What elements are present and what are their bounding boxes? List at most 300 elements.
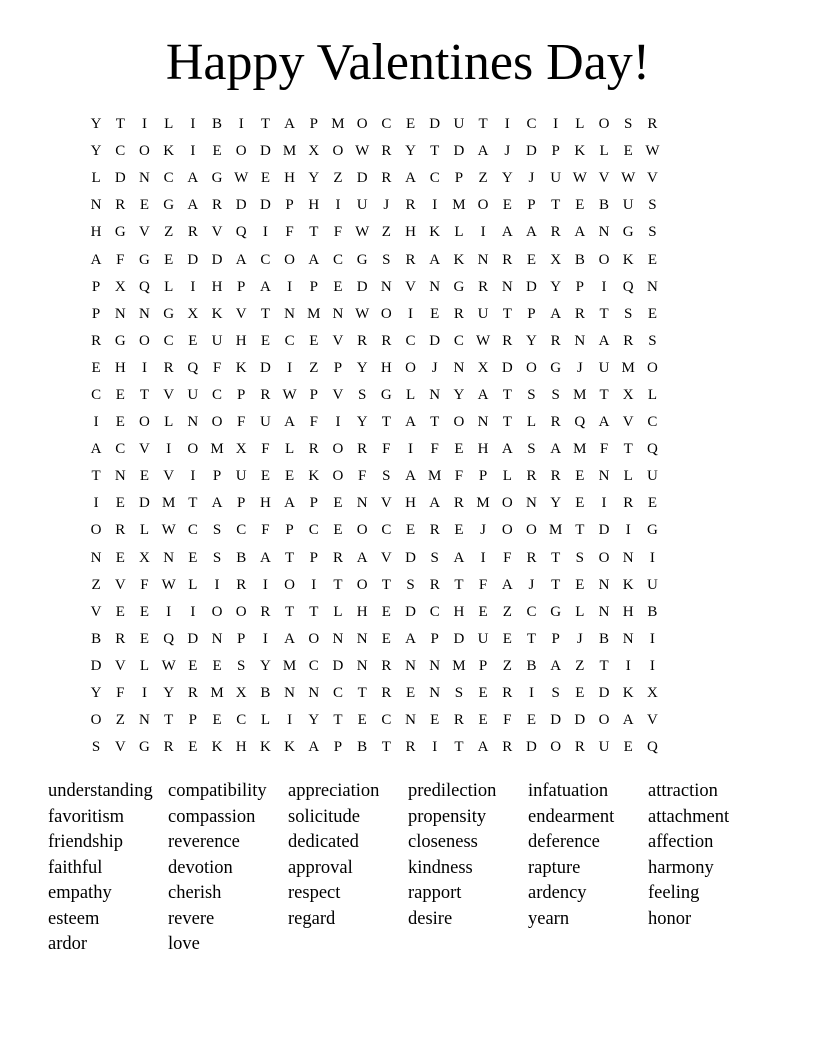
grid-letter: T: [478, 116, 488, 133]
grid-letter: I: [190, 278, 196, 295]
grid-letter: Z: [91, 576, 101, 593]
word-list-item: compassion: [168, 806, 256, 827]
word-list-item: endearment: [528, 806, 615, 827]
grid-letter: E: [212, 657, 222, 674]
grid-letter: F: [503, 549, 512, 566]
grid-letter: C: [405, 332, 416, 349]
grid-letter: N: [598, 224, 610, 241]
grid-letter: D: [114, 170, 126, 187]
grid-letter: V: [163, 386, 175, 403]
grid-letter: O: [139, 332, 150, 349]
grid-letter: P: [237, 495, 246, 512]
grid-letter: L: [599, 143, 609, 160]
grid-letter: E: [647, 251, 657, 268]
grid-letter: U: [646, 576, 658, 593]
grid-letter: S: [237, 657, 246, 674]
grid-letter: N: [90, 197, 102, 214]
grid-letter: F: [599, 441, 609, 458]
grid-letter: H: [308, 197, 320, 214]
grid-letter: G: [211, 170, 223, 187]
grid-letter: P: [527, 197, 536, 214]
grid-letter: F: [261, 441, 270, 458]
word-list-item: attachment: [648, 806, 730, 827]
grid-row: [84, 192, 738, 219]
grid-letter: E: [285, 468, 295, 485]
grid-letter: Q: [139, 278, 150, 295]
grid-letter: T: [381, 576, 391, 593]
grid-letter: H: [211, 278, 223, 295]
grid-letter: R: [163, 739, 174, 756]
grid-letter: N: [380, 278, 392, 295]
grid-letter: C: [381, 522, 392, 539]
grid-letter: K: [308, 468, 320, 485]
grid-letter: N: [477, 414, 489, 431]
grid-letter: P: [285, 197, 294, 214]
grid-letter: R: [332, 549, 343, 566]
grid-letter: E: [333, 278, 343, 295]
grid-row: [84, 572, 738, 599]
grid-letter: R: [236, 576, 247, 593]
grid-letter: D: [598, 685, 610, 702]
grid-letter: F: [357, 468, 367, 485]
grid-letter: F: [503, 712, 512, 729]
grid-letter: Y: [90, 685, 102, 702]
grid-letter: T: [188, 495, 198, 512]
grid-letter: D: [526, 143, 537, 160]
grid-letter: I: [166, 603, 172, 620]
grid-letter: I: [649, 549, 655, 566]
grid-letter: S: [406, 576, 415, 593]
grid-letter: P: [212, 468, 222, 485]
grid-letter: R: [381, 170, 392, 187]
grid-letter: F: [309, 414, 318, 431]
grid-letter: E: [115, 386, 125, 403]
grid-letter: D: [453, 630, 465, 647]
grid-letter: T: [623, 441, 633, 458]
grid-letter: N: [284, 685, 296, 702]
grid-letter: Q: [574, 414, 586, 431]
grid-letter: T: [551, 576, 561, 593]
grid-letter: C: [381, 712, 392, 729]
grid-letter: R: [260, 603, 271, 620]
grid-letter: E: [502, 630, 512, 647]
grid-letter: V: [211, 224, 223, 241]
grid-letter: M: [452, 657, 466, 674]
grid-letter: A: [211, 495, 223, 512]
grid-letter: U: [622, 197, 634, 214]
grid-letter: E: [333, 522, 343, 539]
grid-letter: Y: [163, 685, 175, 702]
grid-letter: V: [114, 576, 126, 593]
grid-letter: V: [235, 305, 247, 322]
word-list-item: regard: [288, 908, 336, 929]
grid-letter: E: [575, 685, 585, 702]
grid-row: [84, 545, 738, 572]
grid-letter: N: [139, 712, 150, 729]
grid-letter: D: [429, 116, 441, 133]
grid-letter: V: [332, 386, 344, 403]
word-list-item: compatibility: [168, 781, 267, 801]
grid-letter: Q: [235, 224, 247, 241]
grid-letter: S: [212, 522, 222, 539]
grid-letter: S: [382, 251, 391, 268]
word-list-item: solicitude: [288, 806, 360, 827]
grid-letter: P: [188, 712, 198, 729]
grid-letter: K: [211, 305, 223, 322]
grid-letter: O: [332, 441, 344, 458]
grid-letter: P: [575, 278, 585, 295]
grid-letter: I: [408, 441, 414, 458]
grid-letter: R: [429, 576, 440, 593]
grid-letter: S: [648, 224, 657, 241]
grid-letter: N: [622, 549, 634, 566]
grid-letter: C: [429, 603, 440, 620]
grid-letter: O: [501, 522, 513, 539]
grid-letter: D: [356, 170, 368, 187]
grid-letter: I: [141, 359, 147, 376]
grid-letter: M: [573, 386, 587, 403]
grid-letter: X: [114, 278, 126, 295]
grid-letter: I: [432, 197, 438, 214]
grid-letter: D: [332, 657, 344, 674]
grid-letter: F: [285, 224, 294, 241]
grid-letter: U: [598, 359, 610, 376]
grid-letter: N: [90, 549, 102, 566]
grid-row: [84, 680, 738, 707]
grid-letter: D: [405, 603, 416, 620]
grid-letter: K: [622, 685, 634, 702]
grid-letter: C: [332, 251, 343, 268]
grid-letter: E: [454, 522, 464, 539]
grid-letter: W: [572, 170, 587, 187]
word-list-item: attraction: [648, 781, 718, 801]
grid-letter: V: [646, 170, 658, 187]
word-list: [48, 779, 768, 958]
grid-letter: T: [430, 143, 440, 160]
grid-letter: C: [187, 522, 198, 539]
grid-letter: Y: [550, 278, 562, 295]
grid-letter: R: [478, 278, 489, 295]
grid-letter: L: [260, 712, 270, 729]
word-list-item: kindness: [408, 857, 473, 878]
grid-letter: T: [357, 685, 367, 702]
grid-letter: N: [139, 305, 150, 322]
grid-letter: N: [429, 657, 441, 674]
grid-letter: V: [90, 603, 102, 620]
grid-letter: N: [598, 468, 610, 485]
grid-letter: D: [259, 359, 271, 376]
grid-letter: J: [383, 197, 390, 214]
grid-row: [84, 490, 738, 517]
grid-letter: R: [405, 739, 416, 756]
grid-letter: D: [356, 278, 368, 295]
grid-letter: H: [235, 332, 247, 349]
grid-letter: S: [648, 332, 657, 349]
grid-letter: P: [309, 495, 318, 512]
grid-letter: E: [430, 712, 440, 729]
grid-letter: A: [598, 332, 610, 349]
grid-letter: X: [235, 441, 247, 458]
grid-letter: O: [405, 359, 416, 376]
grid-letter: D: [259, 143, 271, 160]
grid-letter: H: [114, 359, 126, 376]
grid-letter: O: [598, 116, 610, 133]
word-list-item: desire: [408, 908, 453, 929]
grid-letter: E: [381, 603, 391, 620]
grid-letter: O: [526, 522, 537, 539]
grid-letter: A: [90, 441, 102, 458]
grid-letter: T: [430, 414, 440, 431]
grid-letter: Y: [501, 170, 513, 187]
grid-letter: R: [429, 522, 440, 539]
word-list-item: understanding: [48, 781, 153, 801]
grid-letter: S: [624, 305, 633, 322]
grid-letter: Y: [90, 143, 102, 160]
grid-letter: O: [526, 359, 537, 376]
grid-letter: P: [237, 278, 246, 295]
grid-row: [84, 653, 738, 680]
grid-letter: Z: [333, 170, 343, 187]
grid-row: [84, 328, 738, 355]
grid-letter: D: [211, 251, 223, 268]
grid-letter: T: [454, 739, 464, 756]
grid-letter: E: [623, 739, 633, 756]
grid-letter: A: [284, 495, 296, 512]
grid-letter: Y: [90, 116, 102, 133]
grid-letter: N: [501, 278, 513, 295]
word-list-item: honor: [648, 908, 692, 929]
grid-letter: F: [116, 251, 125, 268]
grid-letter: I: [625, 657, 631, 674]
word-list-item: esteem: [48, 908, 100, 929]
grid-letter: C: [647, 414, 658, 431]
grid-letter: A: [90, 251, 102, 268]
grid-letter: R: [647, 116, 658, 133]
grid-letter: L: [405, 386, 416, 403]
grid-letter: H: [405, 224, 416, 241]
grid-letter: A: [284, 630, 296, 647]
grid-letter: E: [212, 712, 222, 729]
word-list-item: approval: [288, 857, 353, 878]
grid-letter: P: [333, 739, 343, 756]
grid-letter: T: [164, 712, 174, 729]
grid-letter: T: [333, 576, 343, 593]
grid-letter: O: [598, 549, 610, 566]
grid-letter: H: [453, 603, 465, 620]
grid-letter: U: [356, 197, 368, 214]
grid-letter: Y: [356, 414, 368, 431]
grid-letter: R: [115, 522, 126, 539]
grid-letter: K: [453, 251, 465, 268]
grid-letter: A: [453, 549, 465, 566]
grid-letter: E: [526, 251, 537, 268]
grid-letter: T: [139, 386, 150, 403]
grid-letter: P: [478, 657, 488, 674]
grid-letter: G: [163, 305, 175, 322]
grid-letter: R: [550, 414, 561, 431]
grid-letter: Q: [187, 359, 199, 376]
grid-letter: Q: [163, 630, 175, 647]
grid-letter: W: [355, 305, 370, 322]
grid-letter: M: [621, 359, 635, 376]
grid-letter: P: [91, 278, 101, 295]
grid-letter: M: [331, 116, 345, 133]
grid-letter: T: [260, 305, 270, 322]
grid-letter: B: [260, 685, 271, 702]
grid-letter: G: [139, 739, 150, 756]
grid-letter: L: [164, 116, 174, 133]
grid-letter: F: [116, 685, 125, 702]
grid-letter: E: [647, 495, 657, 512]
grid-letter: T: [285, 549, 295, 566]
grid-letter: W: [161, 657, 176, 674]
grid-letter: N: [187, 414, 199, 431]
grid-letter: H: [356, 603, 368, 620]
grid-letter: C: [332, 685, 343, 702]
grid-letter: C: [260, 251, 271, 268]
word-list-item: affection: [648, 832, 714, 852]
grid-letter: N: [453, 359, 465, 376]
word-list-item: friendship: [48, 832, 124, 852]
grid-letter: D: [550, 712, 562, 729]
grid-row: [84, 707, 738, 734]
grid-letter: Q: [646, 441, 658, 458]
grid-letter: M: [476, 495, 490, 512]
grid-letter: V: [380, 549, 392, 566]
grid-row: [84, 599, 738, 626]
grid-letter: K: [259, 739, 271, 756]
grid-letter: R: [381, 332, 392, 349]
grid-letter: E: [623, 143, 633, 160]
grid-letter: H: [235, 739, 247, 756]
grid-letter: U: [187, 386, 199, 403]
grid-letter: I: [287, 278, 293, 295]
grid-letter: A: [477, 739, 489, 756]
grid-letter: E: [139, 603, 150, 620]
grid-letter: E: [478, 712, 488, 729]
grid-letter: T: [502, 305, 512, 322]
grid-letter: J: [528, 576, 535, 593]
grid-letter: L: [91, 170, 101, 187]
grid-letter: Z: [575, 657, 585, 674]
grid-letter: T: [551, 197, 561, 214]
grid-letter: U: [453, 116, 465, 133]
grid-letter: N: [114, 305, 126, 322]
grid-letter: E: [115, 549, 125, 566]
grid-letter: M: [428, 468, 442, 485]
word-list-item: predilection: [408, 781, 497, 801]
grid-letter: N: [405, 657, 416, 674]
grid-letter: K: [211, 739, 223, 756]
grid-letter: E: [405, 116, 416, 133]
grid-letter: O: [332, 143, 344, 160]
grid-letter: E: [139, 468, 150, 485]
grid-letter: E: [91, 359, 101, 376]
grid-letter: A: [550, 305, 562, 322]
grid-letter: Y: [405, 143, 416, 160]
grid-letter: E: [430, 305, 440, 322]
grid-letter: A: [284, 116, 296, 133]
grid-letter: E: [188, 332, 198, 349]
grid-letter: X: [235, 685, 247, 702]
grid-letter: T: [599, 657, 609, 674]
grid-letter: Q: [646, 739, 658, 756]
grid-letter: I: [480, 549, 486, 566]
grid-letter: T: [381, 414, 391, 431]
grid-letter: Z: [309, 359, 319, 376]
grid-letter: B: [647, 603, 658, 620]
grid-letter: P: [309, 278, 318, 295]
grid-row: [84, 111, 738, 138]
grid-letter: B: [91, 630, 102, 647]
grid-letter: N: [622, 630, 634, 647]
grid-letter: R: [502, 739, 513, 756]
grid-letter: V: [598, 170, 610, 187]
grid-letter: V: [646, 712, 658, 729]
grid-letter: S: [357, 386, 367, 403]
grid-letter: R: [405, 197, 416, 214]
grid-letter: S: [91, 739, 101, 756]
grid-letter: T: [599, 305, 609, 322]
grid-letter: A: [405, 468, 416, 485]
grid-letter: T: [575, 522, 585, 539]
grid-letter: X: [139, 549, 150, 566]
grid-letter: E: [575, 576, 585, 593]
page-title: Happy Valentines Day!: [165, 34, 651, 91]
grid-letter: T: [91, 468, 101, 485]
grid-letter: I: [190, 468, 196, 485]
grid-letter: A: [187, 170, 199, 187]
grid-letter: L: [575, 116, 585, 133]
grid-letter: W: [355, 143, 370, 160]
grid-letter: P: [285, 522, 294, 539]
grid-letter: D: [187, 630, 199, 647]
grid-letter: E: [405, 685, 416, 702]
grid-letter: O: [235, 603, 247, 620]
grid-letter: G: [139, 251, 150, 268]
grid-letter: T: [502, 414, 512, 431]
grid-letter: V: [114, 739, 126, 756]
grid-letter: I: [287, 359, 293, 376]
grid-letter: G: [380, 386, 392, 403]
grid-letter: I: [335, 414, 341, 431]
grid-letter: L: [623, 468, 633, 485]
grid-letter: M: [210, 441, 224, 458]
grid-letter: U: [211, 332, 223, 349]
grid-letter: O: [453, 414, 465, 431]
grid-letter: W: [161, 522, 176, 539]
word-list-item: appreciation: [288, 781, 380, 801]
grid-letter: N: [477, 251, 489, 268]
grid-letter: E: [115, 414, 125, 431]
grid-letter: L: [502, 468, 512, 485]
grid-letter: G: [163, 197, 175, 214]
grid-letter: Z: [478, 170, 488, 187]
grid-letter: O: [550, 739, 562, 756]
grid-letter: N: [526, 495, 537, 512]
grid-letter: I: [190, 116, 196, 133]
word-list-item: yearn: [528, 908, 570, 929]
grid-letter: E: [647, 305, 657, 322]
grid-letter: X: [622, 386, 634, 403]
grid-letter: R: [502, 251, 513, 268]
grid-letter: A: [598, 414, 610, 431]
word-list-item: revere: [168, 908, 215, 929]
grid-letter: R: [623, 495, 634, 512]
grid-letter: N: [114, 468, 126, 485]
grid-letter: A: [259, 549, 271, 566]
grid-letter: E: [478, 603, 488, 620]
